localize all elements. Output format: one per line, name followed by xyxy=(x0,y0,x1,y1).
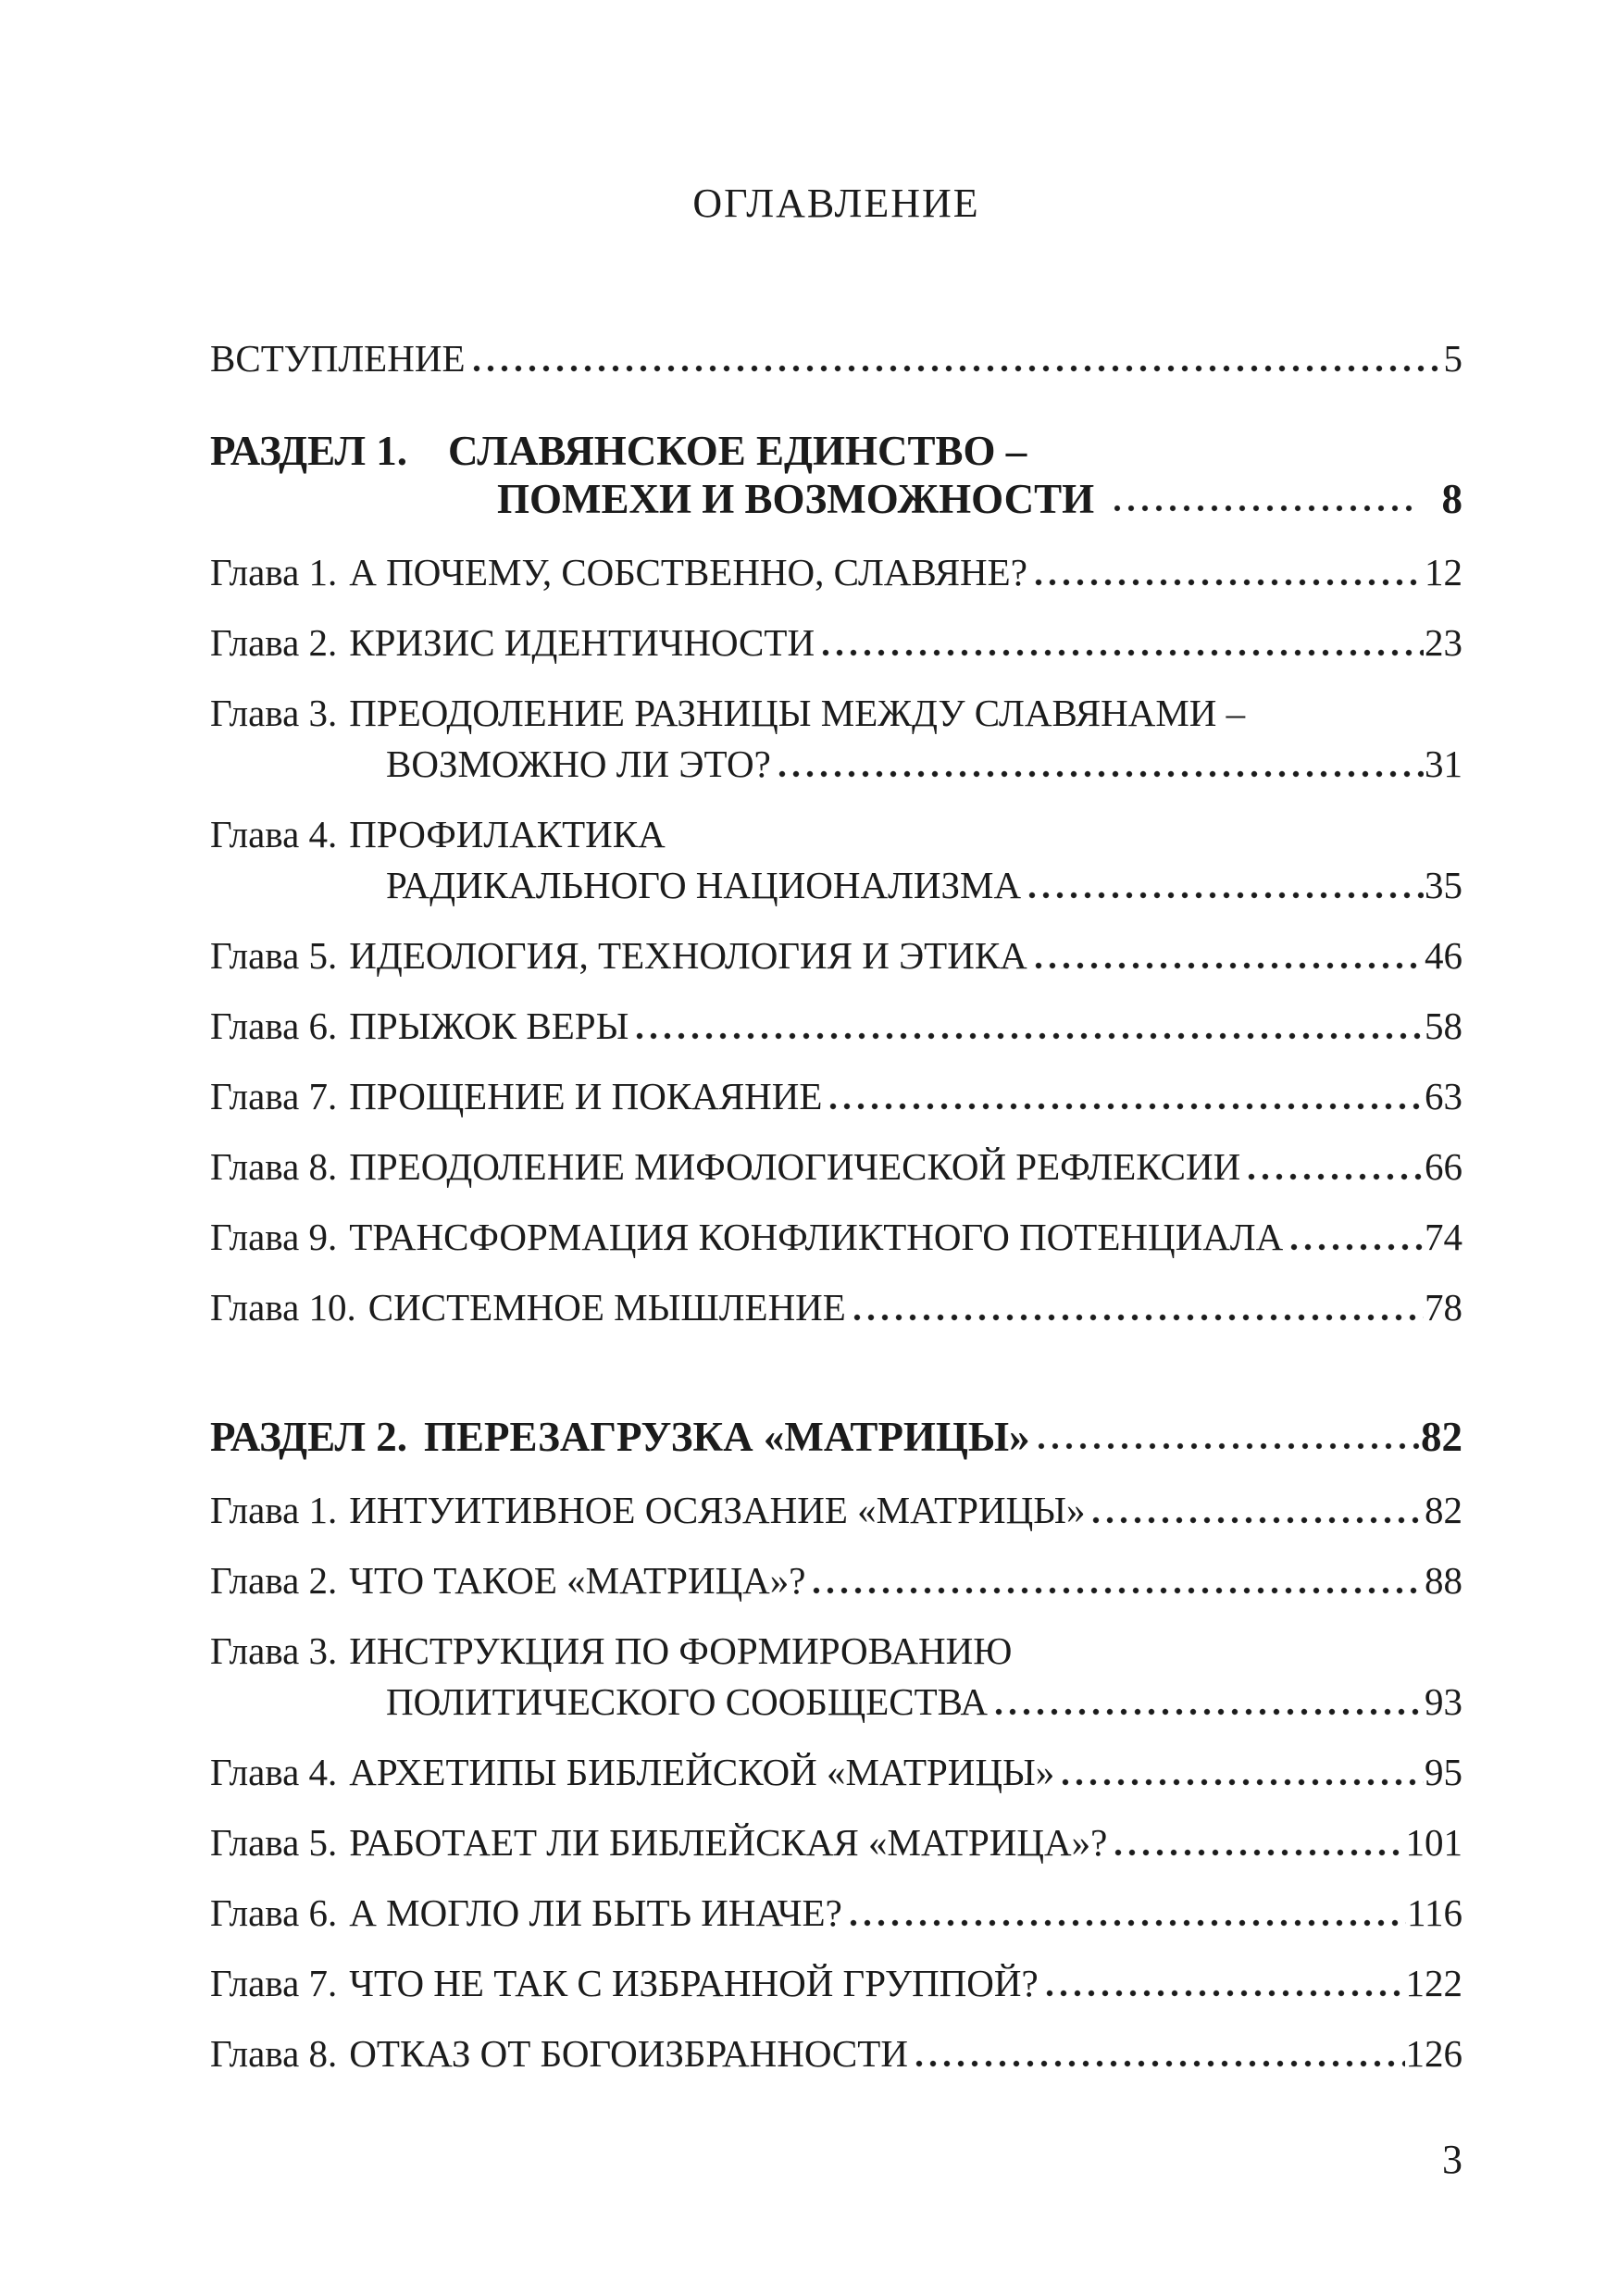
entry-title: ВСТУПЛЕНИЕ xyxy=(210,337,466,380)
toc-entry xyxy=(210,1555,1462,1606)
section-title: ПЕРЕЗАГРУЗКА «МАТРИЦЫ» xyxy=(424,1414,1030,1460)
page-ref: 66 xyxy=(1425,1145,1462,1188)
page-ref: 82 xyxy=(1425,1489,1462,1531)
page-ref: 122 xyxy=(1405,1962,1462,2004)
toc-entry xyxy=(210,1747,1462,1798)
entry-label: Глава 8. xyxy=(210,2032,338,2075)
dot-leader xyxy=(776,739,1424,790)
entry-label: Глава 3. xyxy=(210,1629,338,1672)
dot-leader xyxy=(1059,1747,1424,1798)
toc-entry xyxy=(210,2028,1462,2079)
section-heading-2 xyxy=(210,1413,1462,1461)
dot-leader xyxy=(1288,1212,1424,1263)
toc-entry xyxy=(210,1282,1462,1333)
dot-leader xyxy=(827,1071,1424,1122)
dot-leader xyxy=(1043,1958,1405,2009)
toc-entry xyxy=(210,1626,1462,1728)
entry-title: АРХЕТИПЫ БИБЛЕЙСКОЙ «МАТРИЦЫ» xyxy=(349,1751,1055,1793)
entry-label: Глава 3. xyxy=(210,692,338,734)
toc-entry xyxy=(210,1142,1462,1192)
section-label: РАЗДЕЛ 2. xyxy=(210,1414,408,1460)
dot-leader xyxy=(819,618,1424,668)
entry-title: ПРЕОДОЛЕНИЕ МИФОЛОГИЧЕСКОЙ РЕФЛЕКСИИ xyxy=(349,1145,1241,1188)
entry-title: ОТКАЗ ОТ БОГОИЗБРАННОСТИ xyxy=(349,2032,908,2075)
entry-label: Глава 1. xyxy=(210,551,338,593)
toc xyxy=(210,178,1462,2099)
toc-entry xyxy=(210,1001,1462,1052)
entry-label: Глава 5. xyxy=(210,1821,338,1864)
entry-label: Глава 4. xyxy=(210,813,338,855)
section-title: СЛАВЯНСКОЕ ЕДИНСТВО – xyxy=(448,428,1027,474)
dot-leader xyxy=(913,2028,1405,2079)
entry-label: Глава 6. xyxy=(210,1004,338,1047)
toc-entry xyxy=(210,1485,1462,1536)
entry-title: СИСТЕМНОЕ МЫШЛЕНИЕ xyxy=(367,1286,846,1329)
entry-title: ТРАНСФОРМАЦИЯ КОНФЛИКТНОГО ПОТЕНЦИАЛА xyxy=(349,1216,1284,1258)
entry-label: Глава 9. xyxy=(210,1216,338,1258)
entry-label: Глава 8. xyxy=(210,1145,338,1188)
entry-title-line2: ВОЗМОЖНО ЛИ ЭТО? xyxy=(386,742,771,785)
folio-page-number: 3 xyxy=(1442,2137,1462,2182)
dot-leader xyxy=(633,1001,1424,1052)
entry-title-line2: РАДИКАЛЬНОГО НАЦИОНАЛИЗМА xyxy=(386,864,1022,906)
entry-title: КРИЗИС ИДЕНТИЧНОСТИ xyxy=(349,621,815,664)
page-ref: 78 xyxy=(1425,1286,1462,1329)
dot-leader xyxy=(1026,860,1424,911)
entry-label: Глава 6. xyxy=(210,1891,338,1934)
entry-label: Глава 10. xyxy=(210,1286,356,1329)
entry-title: ИДЕОЛОГИЯ, ТЕХНОЛОГИЯ И ЭТИКА xyxy=(349,934,1027,977)
entry-label: Глава 5. xyxy=(210,934,338,977)
page-ref: 35 xyxy=(1425,864,1462,906)
page-ref: 5 xyxy=(1443,337,1462,380)
entry-label: Глава 1. xyxy=(210,1489,338,1531)
page-ref: 82 xyxy=(1421,1414,1462,1460)
toc-entry xyxy=(210,618,1462,668)
page-ref: 12 xyxy=(1425,551,1462,593)
dot-leader xyxy=(992,1677,1424,1728)
dot-leader xyxy=(1032,930,1424,981)
page-ref: 116 xyxy=(1407,1891,1462,1934)
entry-label: Глава 4. xyxy=(210,1751,338,1793)
toc-entry xyxy=(210,547,1462,598)
page-ref: 31 xyxy=(1425,742,1462,785)
entry-title: А МОГЛО ЛИ БЫТЬ ИНАЧЕ? xyxy=(349,1891,842,1934)
entry-title: РАБОТАЕТ ЛИ БИБЛЕЙСКАЯ «МАТРИЦА»? xyxy=(349,1821,1108,1864)
page-ref: 101 xyxy=(1405,1821,1462,1864)
dot-leader xyxy=(847,1888,1406,1939)
toc-entry xyxy=(210,1888,1462,1939)
toc-entry-intro xyxy=(210,333,1462,384)
entry-label: Глава 7. xyxy=(210,1075,338,1117)
dot-leader xyxy=(470,333,1443,384)
dot-leader xyxy=(851,1282,1424,1333)
page-ref: 63 xyxy=(1425,1075,1462,1117)
dot-leader xyxy=(1089,1485,1424,1536)
toc-entry xyxy=(210,1212,1462,1263)
toc-entry xyxy=(210,1071,1462,1122)
toc-entry xyxy=(210,688,1462,790)
toc-entry xyxy=(210,930,1462,981)
page-ref: 95 xyxy=(1425,1751,1462,1793)
page-title: ОГЛАВЛЕНИЕ xyxy=(692,181,980,226)
page-ref: 74 xyxy=(1425,1216,1462,1258)
section-label: РАЗДЕЛ 1. xyxy=(210,428,408,474)
page-ref: 8 xyxy=(1441,476,1462,522)
page-ref: 23 xyxy=(1425,621,1462,664)
page-ref: 126 xyxy=(1405,2032,1462,2075)
page-ref: 58 xyxy=(1425,1004,1462,1047)
page-ref: 93 xyxy=(1425,1680,1462,1723)
dot-leader xyxy=(1245,1142,1424,1192)
dot-leader xyxy=(810,1555,1424,1606)
entry-label: Глава 2. xyxy=(210,621,338,664)
dot-leader xyxy=(1112,1817,1404,1868)
entry-title: ИНТУИТИВНОЕ ОСЯЗАНИЕ «МАТРИЦЫ» xyxy=(349,1489,1086,1531)
toc-entry xyxy=(210,1817,1462,1868)
entry-title: ПРЕОДОЛЕНИЕ РАЗНИЦЫ МЕЖДУ СЛАВЯНАМИ – xyxy=(349,692,1246,734)
entry-title-line2: ПОЛИТИЧЕСКОГО СООБЩЕСТВА xyxy=(386,1680,989,1723)
toc-entry xyxy=(210,1958,1462,2009)
dot-leader xyxy=(1035,1413,1420,1461)
page-ref: 46 xyxy=(1425,934,1462,977)
toc-entry xyxy=(210,809,1462,911)
entry-title: А ПОЧЕМУ, СОБСТВЕННО, СЛАВЯНЕ? xyxy=(349,551,1027,593)
entry-title: ПРОЩЕНИЕ И ПОКАЯНИЕ xyxy=(349,1075,823,1117)
dot-leader xyxy=(1111,475,1415,523)
page-ref: 88 xyxy=(1425,1559,1462,1602)
entry-title: ПРОФИЛАКТИКА xyxy=(349,813,666,855)
entry-label: Глава 2. xyxy=(210,1559,338,1602)
section-heading-1 xyxy=(210,427,1462,523)
section-title-line2: ПОМЕХИ И ВОЗМОЖНОСТИ xyxy=(497,476,1095,522)
entry-title: ПРЫЖОК ВЕРЫ xyxy=(349,1004,629,1047)
dot-leader xyxy=(1032,547,1424,598)
entry-label: Глава 7. xyxy=(210,1962,338,2004)
entry-title: ИНСТРУКЦИЯ ПО ФОРМИРОВАНИЮ xyxy=(349,1629,1013,1672)
entry-title: ЧТО НЕ ТАК С ИЗБРАННОЙ ГРУППОЙ? xyxy=(349,1962,1039,2004)
entry-title: ЧТО ТАКОЕ «МАТРИЦА»? xyxy=(349,1559,806,1602)
